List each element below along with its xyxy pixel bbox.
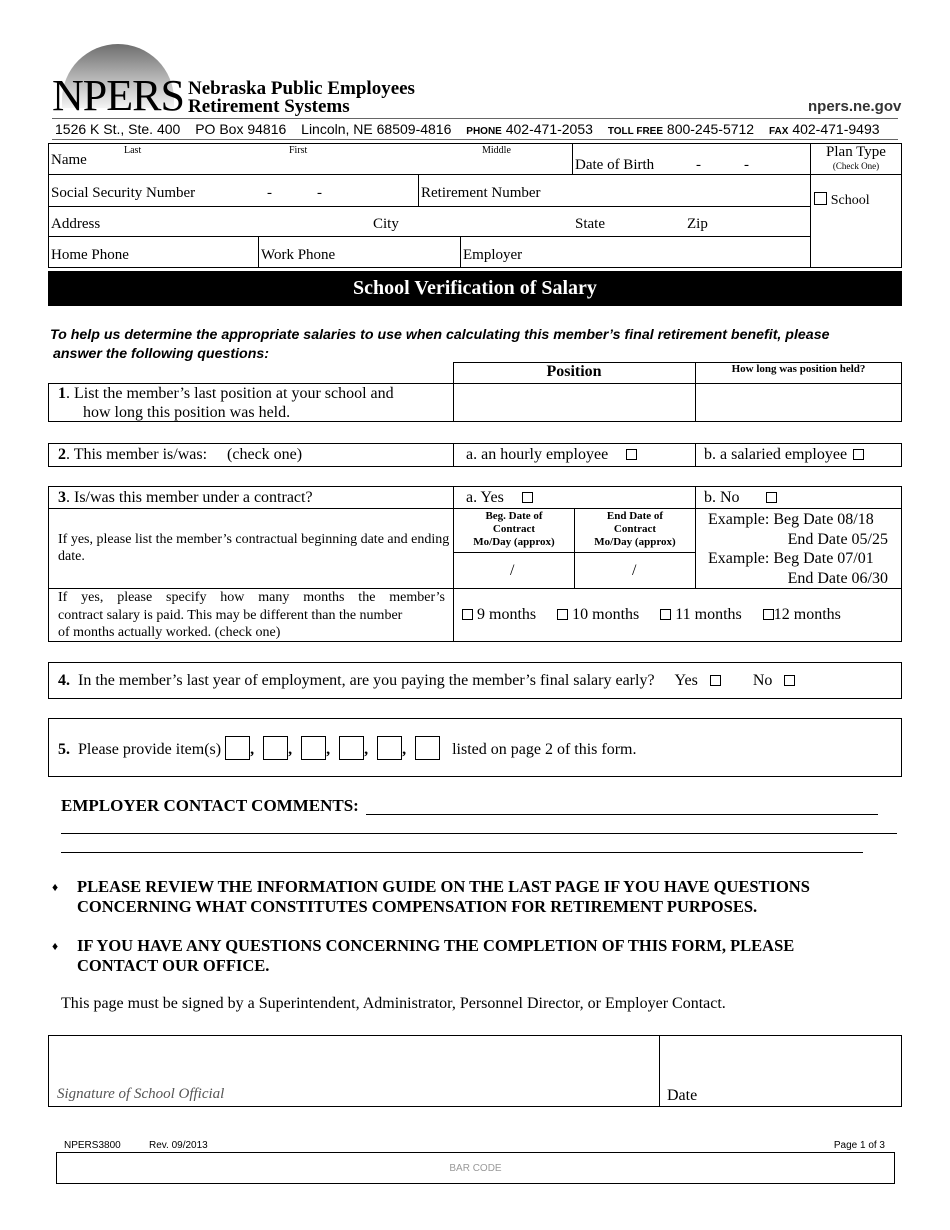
months-text-line-3: of months actually worked. (check one) (58, 625, 281, 640)
beg-date-header-line-2: Contract (492, 523, 536, 535)
work-phone-label: Work Phone (261, 247, 336, 263)
how-long-header: How long was position held? (731, 363, 866, 375)
header-rule-bottom (52, 139, 898, 140)
months-9-checkbox[interactable] (462, 609, 473, 620)
hourly-checkbox[interactable] (626, 449, 637, 460)
dob-separator-2: - (744, 157, 749, 173)
item-box-5[interactable] (377, 736, 402, 760)
q1-number: 1 (58, 385, 66, 402)
signature-label: Signature of School Official (57, 1086, 225, 1102)
retirement-number-field[interactable] (419, 175, 809, 205)
dob-separator-1: - (696, 157, 701, 173)
intro-text (50, 326, 829, 364)
contract-yes-checkbox[interactable] (522, 492, 533, 503)
intro-line-1: To help us determine the appropriate salaries to use when calculating this member’s final retirement benefit, please (50, 327, 830, 343)
contract-no-option[interactable] (704, 489, 777, 507)
employer-label: Employer (463, 247, 523, 263)
beg-date-slash: / (510, 562, 515, 579)
months-9-label: 9 months (477, 606, 537, 623)
months-options (462, 606, 841, 624)
plan-type-label: Plan Type (826, 144, 886, 160)
end-date-header-line-3: Mo/Day (approx) (594, 536, 676, 548)
q2-text: . This member is/was: (66, 446, 208, 463)
school-label: School (830, 193, 870, 208)
q3-question (58, 489, 313, 507)
address-row[interactable] (49, 207, 809, 235)
city-label: City (373, 216, 399, 232)
q4-text: In the member’s last year of employment, are you paying the member’s final salary early? (78, 672, 655, 689)
q5-number: 5. (58, 741, 70, 758)
comments-line-3[interactable] (61, 852, 863, 853)
q4-yes-option[interactable] (675, 672, 721, 689)
bullet-1-diamond: ♦ (52, 880, 59, 894)
months-10-option[interactable] (557, 606, 639, 623)
bullet-1 (52, 877, 810, 917)
item-comma-2: , (288, 741, 293, 758)
item-box-3[interactable] (301, 736, 326, 760)
bullet-2-diamond: ♦ (52, 939, 59, 953)
end-date-slash: / (632, 562, 637, 579)
tollfree-label: TOLL FREE (607, 126, 664, 137)
beg-date-header-line-1: Beg. Date of (485, 510, 543, 522)
contact-line (55, 121, 880, 137)
q4-question (58, 672, 795, 690)
page-number: Page 1 of 3 (833, 1140, 885, 1151)
position-header: Position (546, 363, 602, 380)
contract-no-checkbox[interactable] (766, 492, 777, 503)
q4-no-option[interactable] (753, 672, 796, 689)
org-name (188, 80, 415, 116)
item-box-6[interactable] (415, 736, 440, 760)
tollfree-number: 800-245-5712 (666, 121, 755, 137)
q1-text-line-2: how long this position was held. (83, 404, 291, 421)
bullet-2-line-1: IF YOU HAVE ANY QUESTIONS CONCERNING THE COMPLETION OF THIS FORM, PLEASE (77, 936, 795, 955)
intro-line-2: answer the following questions: (53, 346, 269, 362)
retirement-number-label: Retirement Number (421, 185, 541, 201)
q3-divider-right (695, 486, 696, 588)
months-12-option[interactable] (763, 606, 841, 623)
plan-type-header (811, 144, 901, 171)
revision: Rev. 09/2013 (149, 1140, 208, 1151)
contract-no-label: b. No (704, 489, 740, 506)
dob-label: Date of Birth (575, 157, 655, 173)
q4-number: 4. (58, 672, 70, 689)
q4-no-checkbox[interactable] (784, 675, 795, 686)
contract-yes-option[interactable] (466, 489, 533, 507)
hourly-option[interactable] (466, 446, 637, 464)
bullet-1-line-1: PLEASE REVIEW THE INFORMATION GUIDE ON THE LAST PAGE IF YOU HAVE QUESTIONS (77, 877, 810, 896)
end-date-input[interactable] (575, 553, 695, 587)
state-label: State (575, 216, 605, 232)
q5-text-before: Please provide item(s) (78, 741, 222, 758)
street-address: 1526 K St., Ste. 400 (55, 121, 181, 137)
example-1-line-1: Example: Beg Date 08/18 (708, 511, 874, 528)
months-11-option[interactable] (660, 606, 742, 623)
beg-date-input[interactable] (454, 553, 574, 587)
q5-text-after: listed on page 2 of this form. (452, 741, 637, 758)
months-11-label: 11 months (675, 606, 742, 623)
employer-field[interactable] (461, 237, 809, 267)
zip-label: Zip (687, 216, 708, 232)
fax-label: FAX (768, 126, 789, 137)
example-2-line-1: Example: Beg Date 07/01 (708, 550, 874, 567)
dob-field[interactable] (573, 144, 809, 173)
beg-date-header (454, 510, 574, 549)
position-input[interactable] (454, 384, 694, 421)
work-phone-field[interactable] (259, 237, 459, 267)
example-2-line-2: End Date 06/30 (787, 569, 888, 587)
signature-note: This page must be signed by a Superintendent, Administrator, Personnel Director, or Employer Contact. (61, 995, 726, 1012)
org-line2: Retirement Systems (188, 96, 350, 117)
comments-line-2[interactable] (61, 833, 897, 834)
months-9-option[interactable] (462, 606, 536, 623)
months-12-checkbox[interactable] (763, 609, 774, 620)
months-11-checkbox[interactable] (660, 609, 671, 620)
last-name-label: Last (124, 145, 142, 156)
q1-question (58, 384, 394, 422)
website-link[interactable]: npers.ne.gov (808, 98, 902, 115)
q4-no-label: No (752, 672, 773, 689)
contract-dates-text: If yes, please list the member’s contractual beginning date and ending date. (58, 532, 450, 564)
ssn-separator-2: - (317, 185, 322, 201)
barcode-label: BAR CODE (449, 1163, 502, 1174)
months-paid-text (58, 589, 445, 642)
plan-type-school-option[interactable] (814, 192, 870, 209)
months-text-line-1: If yes, please specify how many months the member’s (58, 590, 445, 605)
q1-text-line-1: . List the member’s last position at your school and (66, 385, 394, 402)
q2-question (58, 446, 302, 464)
months-10-checkbox[interactable] (557, 609, 568, 620)
comments-line-1[interactable] (366, 814, 878, 815)
ssn-field[interactable] (49, 175, 417, 205)
date-field[interactable] (660, 1036, 901, 1106)
example-1-line-2: End Date 05/25 (787, 530, 888, 548)
salaried-label: b. a salaried employee (704, 446, 848, 463)
middle-name-label: Middle (482, 145, 511, 156)
header-rule-top (52, 118, 898, 119)
q4-yes-checkbox[interactable] (710, 675, 721, 686)
item-comma-1: , (250, 741, 255, 758)
end-date-header-line-1: End Date of (606, 510, 664, 522)
name-label: Name (51, 152, 87, 168)
q3-row-divider-1 (48, 508, 902, 509)
city-state-zip: Lincoln, NE 68509-4816 (301, 121, 452, 137)
po-box: PO Box 94816 (195, 121, 287, 137)
address-label: Address (51, 216, 101, 232)
q2-number: 2 (58, 446, 66, 463)
item-comma-4: , (364, 741, 369, 758)
home-phone-field[interactable] (49, 237, 257, 267)
form-title: School Verification of Salary (353, 277, 597, 299)
item-box-4[interactable] (339, 736, 364, 760)
signature-field[interactable] (49, 1036, 658, 1106)
bullet-2 (52, 936, 794, 976)
q4-yes-label: Yes (674, 672, 698, 689)
q2-check-one: (check one) (227, 446, 303, 463)
org-line1: Nebraska Public Employees (188, 78, 415, 99)
date-label: Date (667, 1087, 698, 1104)
q3-text: . Is/was this member under a contract? (66, 489, 313, 506)
home-phone-label: Home Phone (51, 247, 129, 263)
end-date-header (575, 510, 695, 549)
first-name-label: First (289, 145, 308, 156)
bullet-2-line-2: CONTACT OUR OFFICE. (77, 956, 270, 975)
contract-yes-label: a. Yes (466, 489, 504, 506)
logo-text: NPERS (52, 71, 184, 120)
item-box-1[interactable] (225, 736, 250, 760)
name-field[interactable] (49, 144, 571, 173)
months-12-label: 12 months (773, 606, 841, 623)
end-date-header-line-2: Contract (613, 523, 657, 535)
ssn-separator-1: - (267, 185, 272, 201)
phone-label: PHONE (466, 126, 502, 137)
date-examples (708, 510, 888, 588)
fax-number: 402-471-9493 (792, 121, 880, 137)
school-checkbox[interactable] (814, 192, 827, 205)
q2-divider-2 (695, 443, 696, 467)
hourly-label: a. an hourly employee (466, 446, 609, 463)
item-box-2[interactable] (263, 736, 288, 760)
check-one-label: (Check One) (832, 161, 880, 171)
beg-date-header-line-3: Mo/Day (approx) (473, 536, 555, 548)
q2-divider-1 (453, 443, 454, 467)
months-text-line-2: contract salary is paid. This may be different than the number (58, 607, 403, 623)
q5-question (58, 736, 637, 760)
salaried-checkbox[interactable] (853, 449, 864, 460)
item-comma-3: , (326, 741, 331, 758)
ssn-label: Social Security Number (51, 185, 196, 201)
comments-label: EMPLOYER CONTACT COMMENTS: (61, 796, 359, 815)
item-comma-5: , (402, 741, 407, 758)
q3-number: 3 (58, 489, 66, 506)
bullet-1-line-2: CONCERNING WHAT CONSTITUTES COMPENSATION FOR RETIREMENT PURPOSES. (77, 897, 758, 916)
how-long-input[interactable] (696, 384, 901, 421)
phone-number: 402-471-2053 (505, 121, 593, 137)
salaried-option[interactable] (704, 446, 864, 464)
npers-logo (52, 44, 184, 118)
form-number: NPERS3800 (64, 1140, 121, 1151)
months-10-label: 10 months (572, 606, 640, 623)
